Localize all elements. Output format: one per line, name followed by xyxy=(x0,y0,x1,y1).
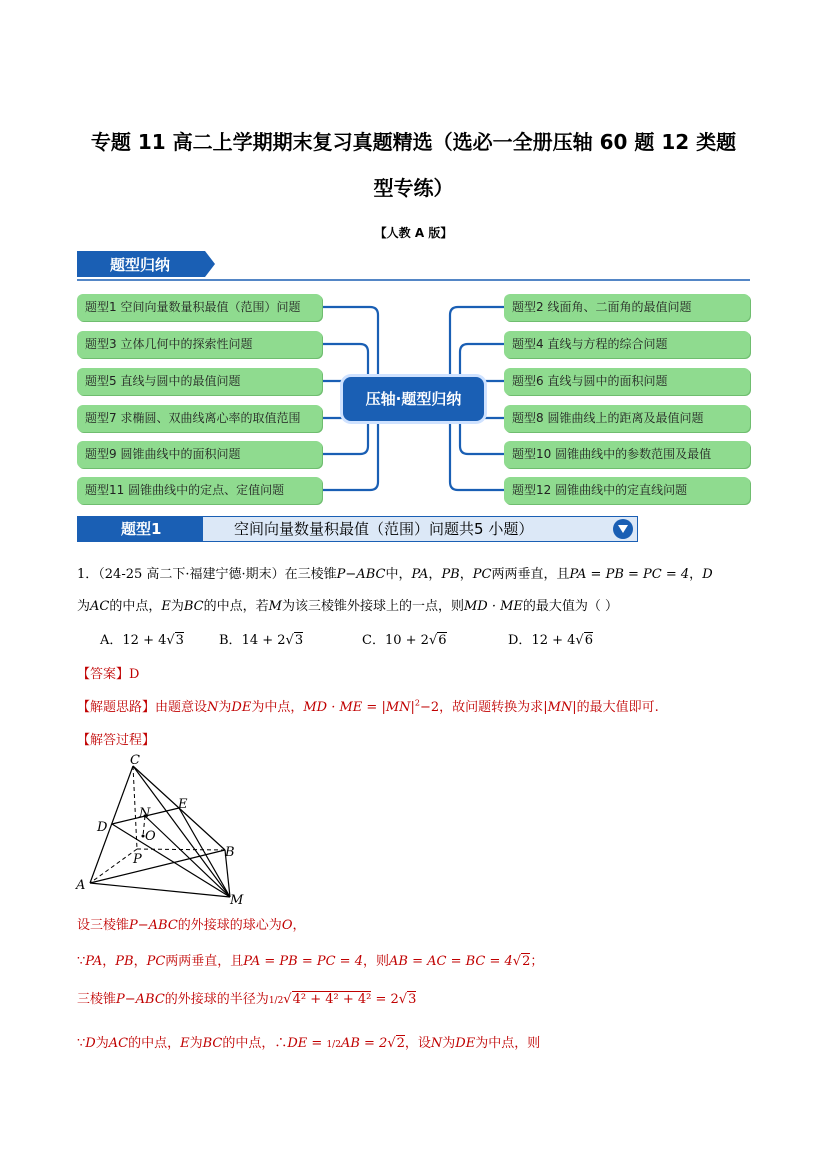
page-title-line2: 型专练） xyxy=(373,176,454,200)
idea-line: 【解题思路】由题意设N为DE为中点，MD · ME = $|MN|^2-2$，故问题转换为求|MN|的最大值即可. xyxy=(77,698,659,715)
section-heading: 空间向量数量积最值（范围）问题共5 小题） xyxy=(200,516,638,542)
topic-box-left-6: 题型11 圆锥曲线中的定点、定值问题 xyxy=(77,477,322,504)
question-stem-line1: 1．（24-25 高二下·福建宁德·期末）在三棱锥P−ABC中，PA，PB，PC两两垂直，且PA = PB = PC = 4，D xyxy=(77,567,713,582)
label-C: C xyxy=(130,753,140,768)
option-c[interactable]: C．10 + 2√6 xyxy=(362,633,447,648)
mindmap-center: 压轴·题型归纳 xyxy=(343,377,484,421)
label-M: M xyxy=(230,893,244,908)
topic-box-right-4: 题型8 圆锥曲线上的距离及最值问题 xyxy=(504,405,750,432)
label-P: P xyxy=(133,852,142,867)
topic-box-left-2: 题型3 立体几何中的探索性问题 xyxy=(77,331,322,358)
mindmap-banner-title: 题型归纳 xyxy=(110,256,171,274)
topic-box-left-4: 题型7 求椭圆、双曲线离心率的取值范围 xyxy=(77,405,322,432)
label-N: N xyxy=(139,806,151,821)
chevron-down-icon[interactable] xyxy=(613,519,633,539)
topic-box-right-2: 题型4 直线与方程的综合问题 xyxy=(504,331,750,358)
question-stem-line2: 为AC的中点，E为BC的中点，若M为该三棱锥外接球上的一点，则MD · ME的最大值为（ ） xyxy=(77,599,619,614)
section-label: 题型1 xyxy=(77,516,203,542)
solution-line4: ∵D为AC的中点，E为BC的中点，∴DE = 1/2AB = 2√2，设N为DE为中点，则 xyxy=(77,1036,541,1051)
page-title: 专题 11 高二上学期期末复习真题精选（选必一全册压轴 60 题 12 类题 xyxy=(90,130,737,154)
label-D: D xyxy=(97,820,108,835)
option-d[interactable]: D．12 + 4√6 xyxy=(508,633,593,648)
answer-line: 【答案】D xyxy=(77,667,140,682)
topic-box-right-1: 题型2 线面角、二面角的最值问题 xyxy=(504,294,750,321)
label-B: B xyxy=(225,845,235,860)
option-b[interactable]: B．14 + 2√3 xyxy=(219,633,304,648)
solution-line2: ∵PA，PB，PC两两垂直，且PA = PB = PC = 4，则AB = AC = BC = 4√2； xyxy=(77,954,544,969)
topic-box-left-5: 题型9 圆锥曲线中的面积问题 xyxy=(77,441,322,468)
edition-label: 【人教 A 版】 xyxy=(374,226,453,240)
label-E: E xyxy=(178,797,188,812)
label-O: O xyxy=(145,829,156,844)
solution-line1: 设三棱锥P−ABC的外接球的球心为O， xyxy=(77,918,306,933)
solution-line3: 三棱锥P−ABC的外接球的半径为1/2√4² + 4² + 4² = 2√3 xyxy=(77,992,417,1007)
topic-box-right-6: 题型12 圆锥曲线中的定直线问题 xyxy=(504,477,750,504)
topic-box-right-5: 题型10 圆锥曲线中的参数范围及最值 xyxy=(504,441,750,468)
topic-box-left-1: 题型1 空间向量数量积最值（范围）问题 xyxy=(77,294,322,321)
process-label: 【解答过程】 xyxy=(77,733,156,748)
topic-box-right-3: 题型6 直线与圆中的面积问题 xyxy=(504,368,750,395)
topic-box-left-3: 题型5 直线与圆中的最值问题 xyxy=(77,368,322,395)
option-a[interactable]: A．12 + 4√3 xyxy=(100,633,184,648)
label-A: A xyxy=(76,878,86,893)
